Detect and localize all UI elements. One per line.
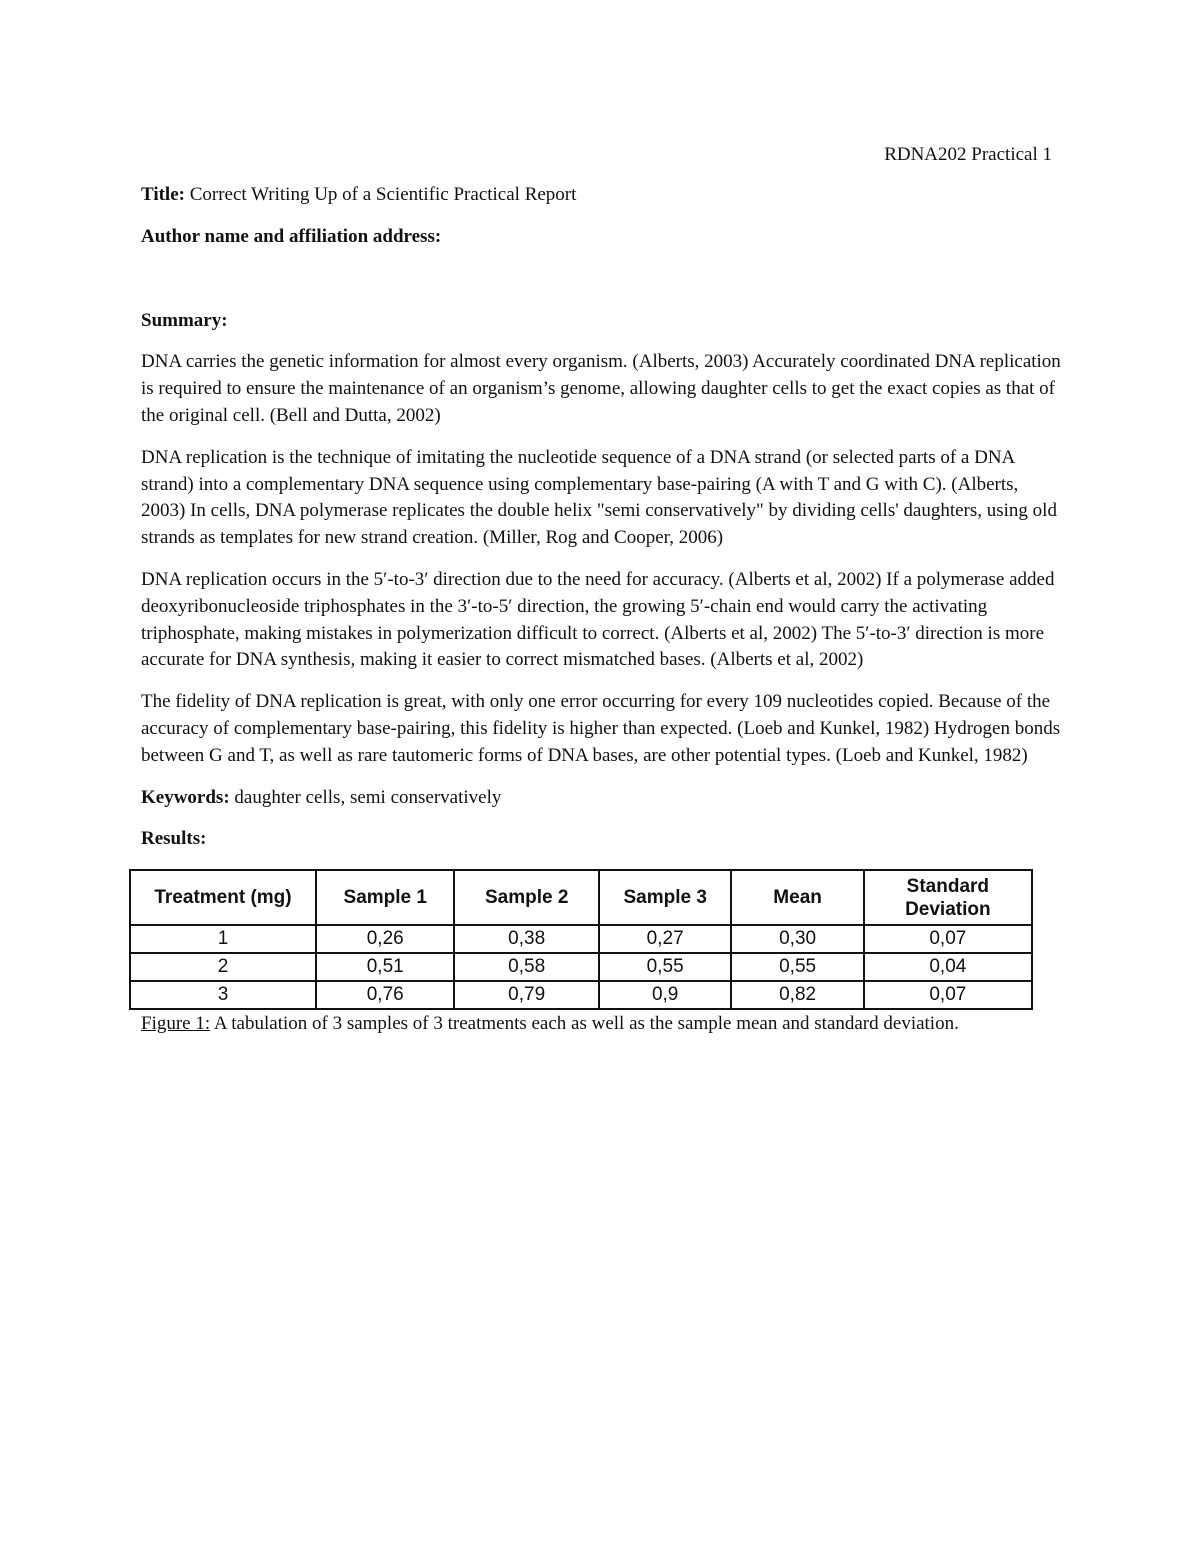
table-cell: 0,07	[864, 981, 1032, 1009]
column-header: Sample 3	[599, 870, 732, 925]
table-cell: 1	[130, 925, 316, 953]
table-row	[130, 981, 1032, 1009]
table-row	[130, 953, 1032, 981]
column-header: Sample 1	[316, 870, 455, 925]
report-body	[141, 182, 1061, 1037]
title-line	[141, 182, 1061, 209]
table-cell: 0,58	[454, 953, 598, 981]
summary-paragraph: DNA replication occurs in the 5′-to-3′ direction due to the need for accuracy. (Alberts et al, 2002) If a polymerase added deoxyribonucleoside triphosphates in the 3′-to-5′ direction, the growing 5′-chain end would carry the activating triphosphate, making mistakes in polymerization difficult to correct. (Alberts et al, 2002) The 5′-to-3′ direction is more accurate for DNA synthesis, making it easier to correct mismatched bases. (Alberts et al, 2002)	[141, 568, 1055, 671]
results-heading: Results:	[141, 828, 207, 850]
table-cell: 0,26	[316, 925, 455, 953]
keywords-line	[141, 785, 1061, 812]
table-header-row	[130, 870, 1032, 925]
table-cell: 0,07	[864, 925, 1032, 953]
summary-paragraph: The fidelity of DNA replication is great, with only one error occurring for every 109 nucleotides copied. Because of the accuracy of complementary base-pairing, this fidelity is higher than expected. (Loeb and Kunkel, 1982) Hydrogen bonds between G and T, as well as rare tautomeric forms of DNA bases, are other potential types. (Loeb and Kunkel, 1982)	[141, 691, 1061, 766]
table-row	[130, 925, 1032, 953]
column-header: Standard Deviation	[864, 870, 1032, 925]
table-cell: 0,30	[731, 925, 863, 953]
table-cell: 0,55	[731, 953, 863, 981]
column-header: Sample 2	[454, 870, 598, 925]
figure-caption-text: A tabulation of 3 samples of 3 treatments each as well as the sample mean and standard deviation.	[210, 1013, 959, 1035]
keywords-text: daughter cells, semi conservatively	[229, 786, 502, 808]
table-cell: 2	[130, 953, 316, 981]
table-cell: 0,82	[731, 981, 863, 1009]
table-cell: 0,55	[599, 953, 732, 981]
table-cell: 3	[130, 981, 316, 1009]
table-cell: 0,9	[599, 981, 732, 1009]
column-header: Mean	[731, 870, 863, 925]
author-heading: Author name and affiliation address:	[141, 225, 442, 247]
summary-heading: Summary:	[141, 309, 228, 331]
table-cell: 0,76	[316, 981, 455, 1009]
keywords-label: Keywords:	[141, 786, 230, 808]
table-cell: 0,27	[599, 925, 732, 953]
column-header: Treatment (mg)	[130, 870, 316, 925]
title-label: Title:	[141, 184, 185, 205]
results-table	[129, 869, 1033, 1010]
table-cell: 0,38	[454, 925, 598, 953]
table-cell: 0,51	[316, 953, 455, 981]
course-header: RDNA202 Practical 1	[884, 144, 1052, 165]
figure-label: Figure 1:	[141, 1013, 211, 1035]
title-text: Correct Writing Up of a Scientific Practical Report	[184, 184, 577, 205]
figure-caption	[141, 1011, 1061, 1037]
summary-paragraph: DNA replication is the technique of imitating the nucleotide sequence of a DNA strand (or selected parts of a DNA strand) into a complementary DNA sequence using complementary base-pairing (A with T and G with C). (Alberts, 2003) In cells, DNA polymerase replicates the double helix "semi conservatively" by dividing cells' daughters, using old strands as templates for new strand creation. (Miller, Rog and Cooper, 2006)	[141, 446, 1057, 549]
summary-paragraph: DNA carries the genetic information for almost every organism. (Alberts, 2003) Accurately coordinated DNA replication is required to ensure the maintenance of an organism’s genome, allowing daughter cells to get the exact copies as that of the original cell. (Bell and Dutta, 2002)	[141, 351, 1061, 426]
table-cell: 0,04	[864, 953, 1032, 981]
table-cell: 0,79	[454, 981, 598, 1009]
